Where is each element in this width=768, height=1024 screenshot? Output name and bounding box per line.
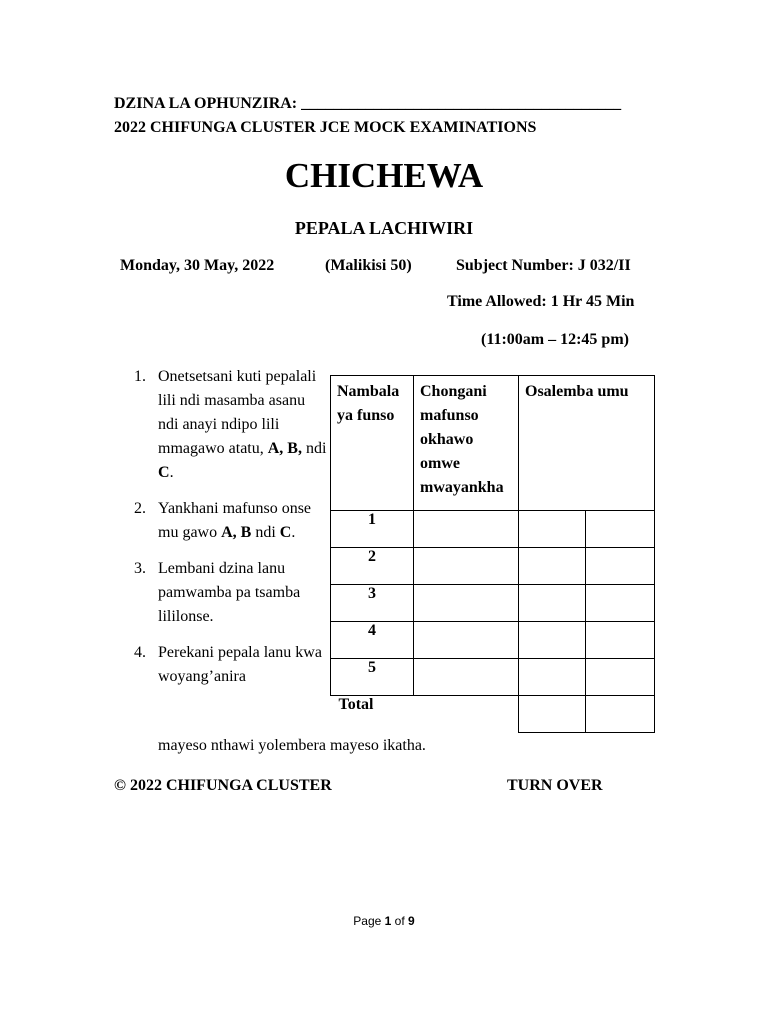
tick-cell[interactable] xyxy=(414,622,519,659)
total-mark-cell xyxy=(586,696,655,733)
mark-cell xyxy=(519,511,586,548)
student-name-line: DZINA LA OPHUNZIRA: ________________________________________ xyxy=(114,95,622,112)
table-total-row xyxy=(331,696,655,733)
instruction-item: 2. Yankhani mafunso onse mu gawo A, B ndi C. xyxy=(134,500,312,541)
instruction-continuation: mayeso nthawi yolembera mayeso ikatha. xyxy=(158,737,426,754)
time-allowed: Time Allowed: 1 Hr 45 Min xyxy=(447,293,635,310)
exam-cluster-heading: 2022 CHIFUNGA CLUSTER JCE MOCK EXAMINATIONS xyxy=(114,119,537,136)
paper-subtitle: PEPALA LACHIWIRI xyxy=(294,218,474,238)
row-number: 4 xyxy=(331,622,414,659)
tick-cell[interactable] xyxy=(414,585,519,622)
header-tick-answered: Chongani mafunso okhawo omwe mwayankha xyxy=(414,376,519,511)
instruction-item: 4. Perekani pepala lanu kwa woyang’anira xyxy=(134,644,322,685)
table-row xyxy=(331,622,655,659)
subject-number: Subject Number: J 032/II xyxy=(456,257,631,274)
row-number: 2 xyxy=(331,548,414,585)
header-question-number: Nambala ya funso xyxy=(331,376,414,511)
mark-cell xyxy=(586,511,655,548)
mark-cell xyxy=(586,585,655,622)
time-range: (11:00am – 12:45 pm) xyxy=(481,331,629,348)
tick-cell[interactable] xyxy=(414,511,519,548)
mark-cell xyxy=(519,585,586,622)
total-label: Total xyxy=(338,696,374,713)
subject-title: CHICHEWA xyxy=(284,156,484,195)
tick-cell[interactable] xyxy=(414,659,519,696)
mark-cell xyxy=(519,659,586,696)
total-mark-cell xyxy=(519,696,586,733)
instructions-list xyxy=(112,365,327,701)
row-number: 1 xyxy=(331,511,414,548)
marks-table xyxy=(330,375,655,733)
instruction-item: 1. Onetsetsani kuti pepalali lili ndi masamba asanu ndi anayi ndipo lili mmagawo atatu, A, B, ndi C. xyxy=(134,368,327,481)
mark-cell xyxy=(519,548,586,585)
total-marks: (Malikisi 50) xyxy=(325,257,412,274)
exam-date: Monday, 30 May, 2022 xyxy=(120,257,275,274)
mark-cell xyxy=(586,622,655,659)
table-header-row xyxy=(331,376,655,511)
page-number: Page 1 of 9 xyxy=(353,914,415,928)
turn-over-label: TURN OVER xyxy=(507,777,603,794)
table-row xyxy=(331,659,655,696)
mark-cell xyxy=(586,548,655,585)
instruction-item: 3. Lembani dzina lanu pamwamba pa tsamba lililonse. xyxy=(134,560,301,625)
copyright: © 2022 CHIFUNGA CLUSTER xyxy=(114,777,332,794)
header-do-not-write: Osalemba umu xyxy=(519,376,655,511)
table-row xyxy=(331,548,655,585)
tick-cell[interactable] xyxy=(414,548,519,585)
mark-cell xyxy=(586,659,655,696)
row-number: 3 xyxy=(331,585,414,622)
table-row xyxy=(331,585,655,622)
table-row xyxy=(331,511,655,548)
mark-cell xyxy=(519,622,586,659)
row-number: 5 xyxy=(331,659,414,696)
